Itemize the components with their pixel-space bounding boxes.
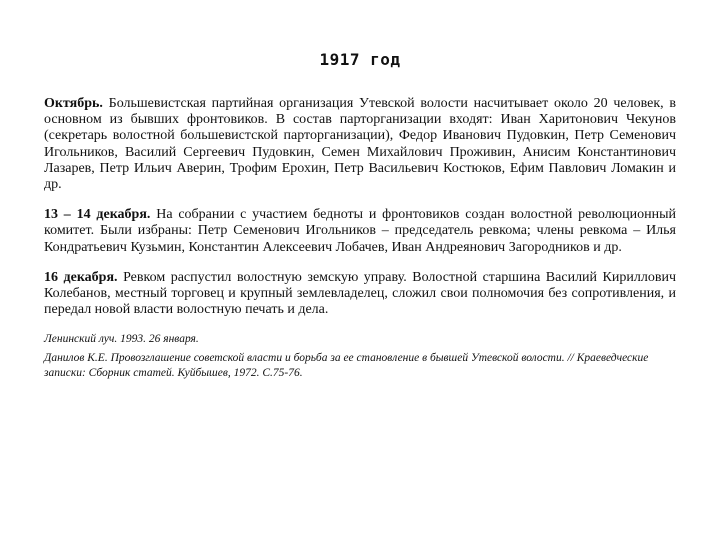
entry-date: Октябрь. [44, 96, 109, 111]
reference-item: Ленинский луч. 1993. 26 января. [44, 333, 199, 346]
entry-october [44, 96, 676, 193]
reference-item: Данилов К.Е. Провозглашение советской власти и борьба за ее становление в бывшей Утевской волости. // Краеведческие записки: Сборник статей. Куйбышев, 1972. С.75-76. [44, 352, 649, 380]
chronicle-body [44, 96, 676, 385]
entry-date: 16 декабря. [44, 269, 124, 285]
entry-december-13-14 [44, 207, 676, 256]
references [44, 332, 676, 381]
entry-date: 13 – 14 декабря. [44, 207, 157, 223]
entry-december-16 [44, 270, 676, 319]
entry-text: Большевистская партийная организация Утевской волости насчитывает около 20 человек, в основном из бывших фронтовиков. В состав парторганизации входят: Иван Харитонович Чекунов (секретарь волостной большевистской парторганизации), Федор Иванович Пудовкин, Петр Семенович Игольников, Василий Сергеевич Пудовкин, Семен Михайлович Проживин, Анисим Константинович Лазарев, Петр Ильич Аверин, Трофим Ерохин, Петр Васильевич Костюков, Ефим Павлович Ломакин и др. [44, 96, 676, 193]
entry-text: Ревком распустил волостную земскую управу. Волостной старшина Василий Кириллович Колебанов, местный торговец и крупный землевладелец, сложил свои полномочия без сопротивления, и передал новой власти волостную печать и дела. [44, 269, 676, 318]
entry-text: На собрании с участием бедноты и фронтовиков создан волостной революционный комитет. Были избраны: Петр Семенович Игольников – председатель ревкома; члены ревкома – Илья Кондратьевич Кузьмин, Константин Алексеевич Лобачев, Иван Андреянович Загородников и др. [44, 207, 677, 255]
page-title: 1917 год [319, 50, 401, 69]
